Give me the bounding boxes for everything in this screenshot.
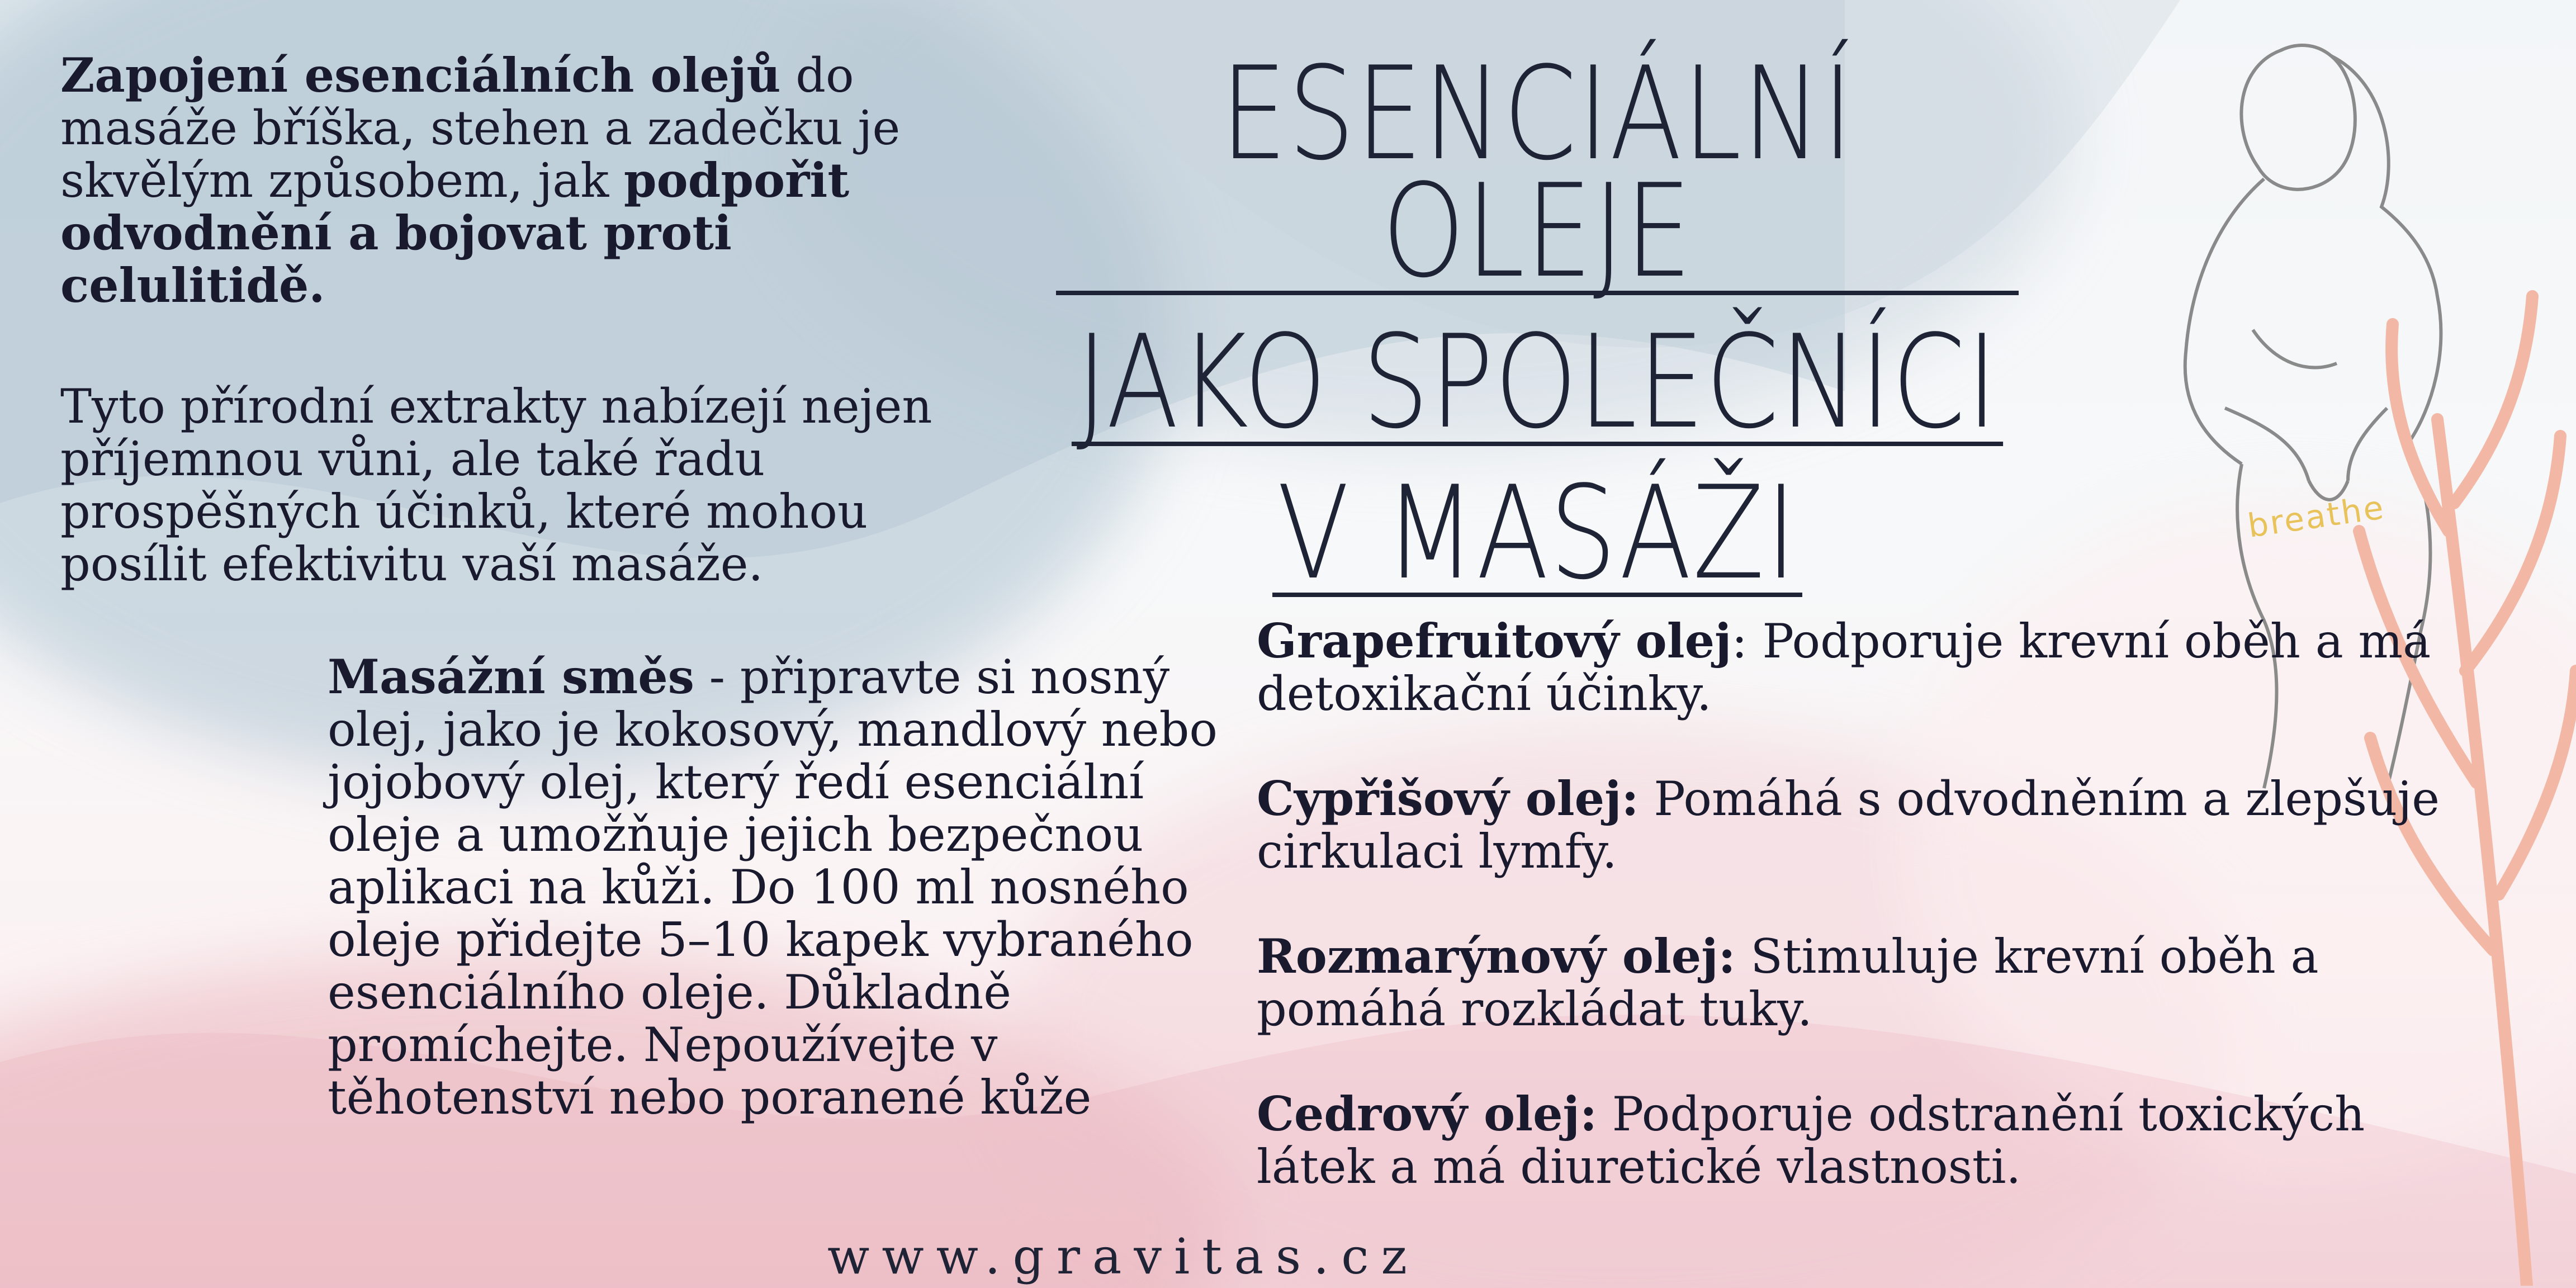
intro-text: do masáže bříška, stehen a zadečku je skvělým způsobem, jak [60,48,901,208]
list-item [1257,773,2487,878]
massage-mix-label: Masážní směs [328,649,694,704]
massage-mix-paragraph [328,651,1222,1124]
intro-bold-phrase: Zapojení esenciálních olejů [60,48,781,103]
list-item [1257,615,2487,720]
oils-list [1257,615,2487,1246]
page-title [1056,40,2019,609]
title-line-3: V MASÁŽI [1272,475,1802,597]
intro-bold-claim: podpořit odvodnění a bojovat proti celulitidě. [60,153,850,313]
title-line-1: ESENCIÁLNÍ OLEJE [1056,56,2019,295]
oil-name: Grapefruitový olej [1257,613,1732,669]
list-item [1257,930,2487,1035]
oil-description: Pomáhá s odvodněním a zlepšuje cirkulaci lymfy. [1257,771,2440,879]
list-item [1257,1088,2487,1193]
oil-name: Rozmarýnový olej: [1257,929,1736,984]
oil-description: Stimuluje krevní oběh a pomáhá rozkládat tuky. [1257,929,2319,1036]
oil-description: Podporuje odstranění toxických látek a má diuretické vlastnosti. [1257,1087,2365,1194]
extracts-paragraph: Tyto přírodní extrakty nabízejí nejen příjemnou vůni, ale také řadu prospěšných účinků, které mohou posílit efektivitu vaší masáže. [60,379,932,591]
oil-name: Cypřišový olej: [1257,771,1639,826]
breathe-label: breathe [2245,488,2388,545]
website-url[interactable]: www.gravitas.cz [827,1228,1419,1285]
oil-name: Cedrový olej: [1257,1086,1597,1142]
intro-paragraph [60,49,932,312]
oil-description: : Podporuje krevní oběh a má detoxikační účinky. [1257,614,2431,721]
title-line-2: JAKO SPOLEČNÍCI [1072,324,2003,446]
massage-mix-text: - připravte si nosný olej, jako je kokosový, mandlový nebo jojobový olej, který ředí esenciální oleje a umožňuje jejich bezpečnou aplikaci na kůži. Do 100 ml nosného oleje přidejte 5–10 kapek vybraného esenciálního oleje. Důkladně promíchejte. Nepoužívejte v těhotenství nebo poranené kůže [328,650,1218,1125]
